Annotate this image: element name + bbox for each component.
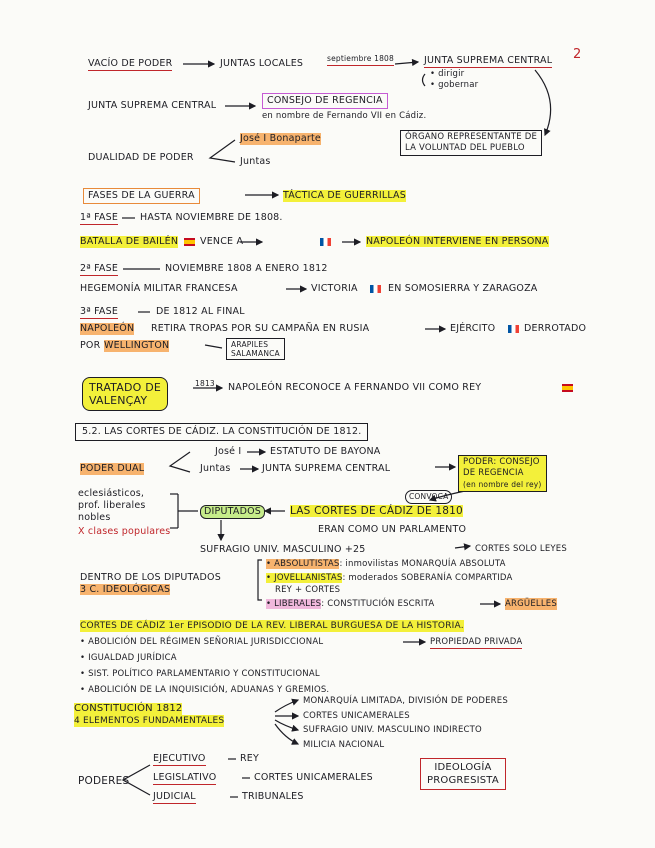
tactica-de-guerrillas: TÁCTICA DE GUERRILLAS [283, 190, 406, 201]
arguelles: ARGÜELLES [505, 599, 557, 609]
spain-flag-icon [184, 238, 195, 246]
rey-cortes: REY + CORTES [275, 585, 341, 595]
sist-politico: • SIST. POLÍTICO PARLAMENTARIO Y CONSTITUCIONAL [80, 669, 320, 679]
tratado-year: 1813 [195, 379, 215, 388]
junta-suprema-central-title: JUNTA SUPREMA CENTRAL [424, 55, 553, 66]
france-flag-icon-3 [508, 325, 519, 333]
monarquia-limitada: MONARQUÍA LIMITADA, DIVISIÓN DE PODERES [303, 696, 508, 706]
ideologia: IDEOLOGÍA [434, 762, 492, 773]
juntas-locales: JUNTAS LOCALES [220, 58, 304, 69]
liberales-line [266, 598, 434, 610]
jose-bonaparte: José I Bonaparte [240, 133, 321, 144]
poder-consejo-line-1: PODER: CONSEJO [463, 457, 540, 467]
fase1-dates: HASTA NOVIEMBRE DE 1808. [140, 212, 283, 223]
napoleon-reconoce: NAPOLEÓN RECONOCE A FERNANDO VII COMO REY [228, 382, 482, 393]
consejo-de-regencia: CONSEJO DE REGENCIA [262, 93, 388, 109]
fase3-dates: DE 1812 AL FINAL [156, 306, 245, 317]
absolutistas-desc: : inmovilistas MONARQUÍA ABSOLUTA [339, 559, 506, 569]
vacio-de-poder: VACÍO DE PODER [88, 58, 173, 69]
france-flag-icon [320, 238, 331, 246]
constitucion-1812: CONSTITUCIÓN 1812 [74, 703, 183, 714]
napoleon-interviene [366, 236, 549, 248]
dualidad-de-poder: DUALIDAD DE PODER [88, 152, 194, 163]
section-title: 5.2. LAS CORTES DE CÁDIZ. LA CONSTITUCIÓN DE 1812. [75, 423, 368, 441]
cortes-unicamerales: CORTES UNICAMERALES [303, 711, 410, 721]
prof-liberales: prof. liberales [78, 500, 146, 511]
liberales: • LIBERALES [266, 599, 322, 609]
liberales-desc: : CONSTITUCIÓN ESCRITA [321, 599, 435, 609]
tres-c-ideologicas: 3 C. IDEOLÓGICAS [80, 584, 171, 595]
organo-line-2: LA VOLUNTAD DEL PUEBLO [405, 143, 525, 153]
cortes-primer-episodio: CORTES DE CÁDIZ 1er EPISODIO DE LA REV. LIBERAL BURGUESA DE LA HISTORIA. [80, 621, 464, 631]
jose-i: José I [215, 446, 242, 457]
arapiles-box [226, 338, 285, 360]
fase1-label: 1ª FASE [80, 212, 119, 223]
gobernar: • gobernar [430, 80, 479, 90]
dirigir: • dirigir [430, 69, 465, 79]
fase3-label: 3ª FASE [80, 306, 119, 317]
napoleon-interviene-text: NAPOLEÓN INTERVIENE EN PERSONA [366, 236, 549, 247]
igualdad-juridica: • IGUALDAD JURÍDICA [80, 653, 177, 663]
dentro-de-los-diputados: DENTRO DE LOS DIPUTADOS [80, 572, 221, 583]
poder-consejo-regencia [458, 455, 547, 492]
cortes-solo-leyes: CORTES SOLO LEYES [475, 544, 567, 554]
fase2-label: 2ª FASE [80, 263, 119, 274]
en-nombre-de-fernando: en nombre de Fernando VII en Cádiz. [262, 111, 427, 121]
juntas: Juntas [240, 156, 271, 167]
ejercito: EJÉRCITO [450, 323, 496, 334]
arapiles: ARAPILES [231, 340, 269, 349]
rey: REY [240, 753, 260, 764]
organo-line-1: ÓRGANO REPRESENTANTE DE [405, 132, 538, 142]
poderes: PODERES [78, 775, 130, 787]
fase2-dates: NOVIEMBRE 1808 A ENERO 1812 [165, 263, 328, 274]
ideologia-progresista [420, 758, 506, 790]
hegemonia-militar: HEGEMONÍA MILITAR FRANCESA [80, 283, 238, 294]
sufragio-univ: SUFRAGIO UNIV. MASCULINO +25 [200, 544, 366, 555]
absolutistas-line [266, 558, 506, 570]
junta-suprema-central-2: JUNTA SUPREMA CENTRAL [262, 463, 391, 474]
cuatro-elementos: 4 ELEMENTOS FUNDAMENTALES [74, 716, 225, 726]
tratado-line-2: VALENÇAY [89, 394, 148, 407]
judicial: JUDICIAL [153, 791, 196, 802]
sufragio-indirecto: SUFRAGIO UNIV. MASCULINO INDIRECTO [303, 725, 482, 735]
nobles: nobles [78, 512, 111, 523]
progresista: PROGRESISTA [427, 775, 499, 786]
junta-suprema-central: JUNTA SUPREMA CENTRAL [88, 100, 217, 111]
derrotado: DERROTADO [524, 323, 587, 334]
vence-a: VENCE A [200, 236, 244, 247]
ejecutivo: EJECUTIVO [153, 753, 206, 764]
por: POR [80, 340, 101, 351]
propiedad-privada: PROPIEDAD PRIVADA [430, 637, 523, 647]
poder-consejo-line-3: (en nombre del rey) [463, 480, 542, 489]
diputados: DIPUTADOS [200, 505, 265, 519]
fases-de-la-guerra: FASES DE LA GUERRA [83, 188, 200, 204]
cortes-unicamerales-2: CORTES UNICAMERALES [254, 772, 373, 783]
retira-tropas: RETIRA TROPAS POR SU CAMPAÑA EN RUSIA [151, 323, 370, 334]
napoleon: NAPOLEÓN [80, 323, 135, 334]
tratado-line-1: TRATADO DE [89, 381, 162, 394]
clases-populares: X clases populares [78, 526, 171, 537]
page-number: 2 [573, 47, 582, 62]
tribunales: TRIBUNALES [242, 791, 304, 802]
abolicion-inquisicion: • ABOLICIÓN DE LA INQUISICIÓN, ADUANAS Y GREMIOS. [80, 685, 330, 695]
juntas-2: Juntas [200, 463, 231, 474]
batalla-de-bailen: BATALLA DE BAILÉN [80, 236, 179, 247]
france-flag-icon-2 [370, 285, 381, 293]
convoca: CONVOCA [405, 490, 452, 504]
somosierra-zaragoza: EN SOMOSIERRA Y ZARAGOZA [388, 283, 538, 294]
victoria: VICTORIA [311, 283, 358, 294]
jovellanistas-desc: : moderados SOBERANÍA COMPARTIDA [342, 573, 513, 583]
organo-representante [400, 130, 542, 156]
tratado-de-valencay [82, 377, 168, 411]
legislativo: LEGISLATIVO [153, 772, 217, 783]
abolicion-regimen-senorial: • ABOLICIÓN DEL RÉGIMEN SEÑORIAL JURISDICCIONAL [80, 637, 324, 647]
wellington: WELLINGTON [104, 340, 170, 351]
absolutistas: • ABSOLUTISTAS [266, 559, 340, 569]
jovellanistas-line [266, 572, 513, 584]
jovellanistas: • JOVELLANISTAS [266, 573, 343, 583]
tres-c-ideologicas-wrap [80, 584, 170, 596]
estatuto-de-bayona: ESTATUTO DE BAYONA [270, 446, 381, 457]
milicia-nacional: MILICIA NACIONAL [303, 740, 385, 750]
septiembre-1808: septiembre 1808 [327, 53, 394, 66]
las-cortes-de-cadiz: LAS CORTES DE CÁDIZ DE 1810 [290, 505, 463, 517]
spain-flag-icon-2 [562, 384, 573, 392]
eran-como-un-parlamento: ERAN COMO UN PARLAMENTO [318, 524, 467, 535]
salamanca: SALAMANCA [231, 349, 280, 358]
poder-consejo-line-2: DE REGENCIA [463, 468, 524, 478]
eclesiasticos: eclesiásticos, [78, 488, 145, 499]
poder-dual: PODER DUAL [80, 463, 145, 474]
